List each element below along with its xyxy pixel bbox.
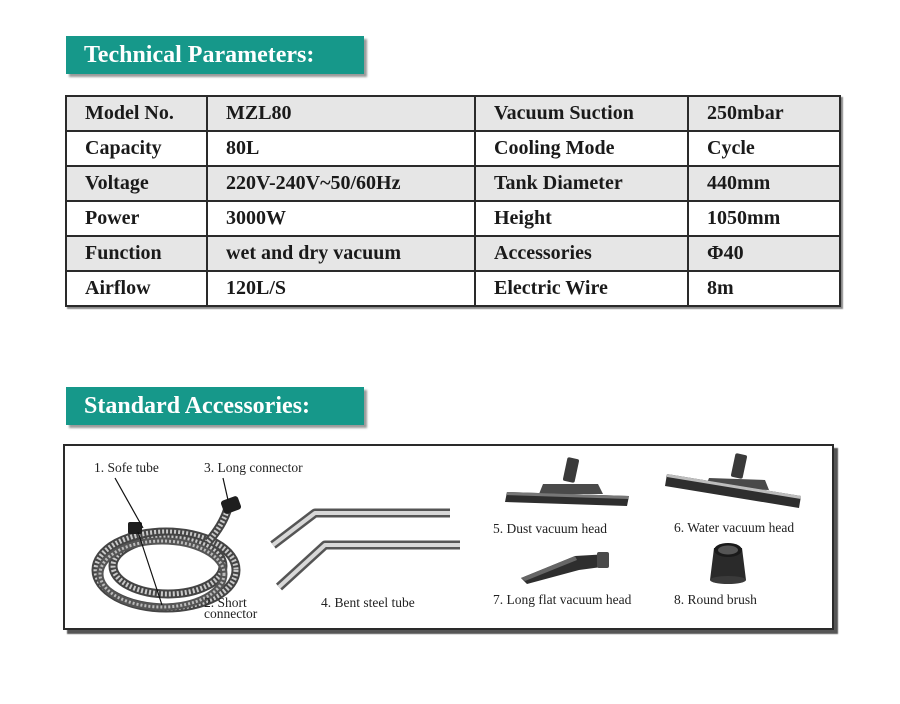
parameters-table bbox=[65, 95, 841, 307]
param-label: Height bbox=[475, 201, 688, 236]
dust-vacuum-head-image bbox=[503, 456, 633, 514]
water-vacuum-head-image bbox=[665, 452, 805, 512]
sofe-tube-label: 1. Sofe tube bbox=[94, 460, 159, 475]
short-connector-label-line1: 2. Short bbox=[204, 595, 247, 610]
long-flat-vacuum-head-label: 7. Long flat vacuum head bbox=[493, 592, 632, 607]
param-value: MZL80 bbox=[207, 96, 475, 131]
param-value: 120L/S bbox=[207, 271, 475, 306]
param-value: 80L bbox=[207, 131, 475, 166]
technical-parameters-header bbox=[66, 36, 364, 74]
table-row bbox=[66, 236, 840, 271]
standard-accessories-header bbox=[66, 387, 364, 425]
table-row bbox=[66, 271, 840, 306]
dust-vacuum-head-label: 5. Dust vacuum head bbox=[493, 521, 607, 536]
param-label: Capacity bbox=[66, 131, 207, 166]
param-value: 440mm bbox=[688, 166, 840, 201]
long-connector-label: 3. Long connector bbox=[204, 460, 303, 475]
param-label: Function bbox=[66, 236, 207, 271]
param-label: Cooling Mode bbox=[475, 131, 688, 166]
round-brush-image bbox=[706, 540, 750, 584]
param-value: Cycle bbox=[688, 131, 840, 166]
technical-parameters-title: Technical Parameters: bbox=[84, 42, 315, 68]
param-value: 250mbar bbox=[688, 96, 840, 131]
long-flat-vacuum-head-image bbox=[517, 546, 612, 586]
param-value: 8m bbox=[688, 271, 840, 306]
short-connector-label-line2: connector bbox=[204, 606, 258, 621]
param-label: Power bbox=[66, 201, 207, 236]
param-value: 3000W bbox=[207, 201, 475, 236]
param-label: Voltage bbox=[66, 166, 207, 201]
table-row bbox=[66, 201, 840, 236]
param-label: Electric Wire bbox=[475, 271, 688, 306]
table-row bbox=[66, 96, 840, 131]
param-label: Vacuum Suction bbox=[475, 96, 688, 131]
param-value: Φ40 bbox=[688, 236, 840, 271]
table-row bbox=[66, 166, 840, 201]
param-value: 1050mm bbox=[688, 201, 840, 236]
bent-steel-tube-label: 4. Bent steel tube bbox=[321, 595, 415, 610]
bent-steel-tube-image bbox=[265, 505, 465, 595]
standard-accessories-title: Standard Accessories: bbox=[84, 393, 310, 419]
param-label: Tank Diameter bbox=[475, 166, 688, 201]
param-label: Airflow bbox=[66, 271, 207, 306]
param-label: Model No. bbox=[66, 96, 207, 131]
water-vacuum-head-label: 6. Water vacuum head bbox=[674, 520, 795, 535]
round-brush-label: 8. Round brush bbox=[674, 592, 757, 607]
param-value: 220V-240V~50/60Hz bbox=[207, 166, 475, 201]
param-label: Accessories bbox=[475, 236, 688, 271]
param-value: wet and dry vacuum bbox=[207, 236, 475, 271]
table-row bbox=[66, 131, 840, 166]
